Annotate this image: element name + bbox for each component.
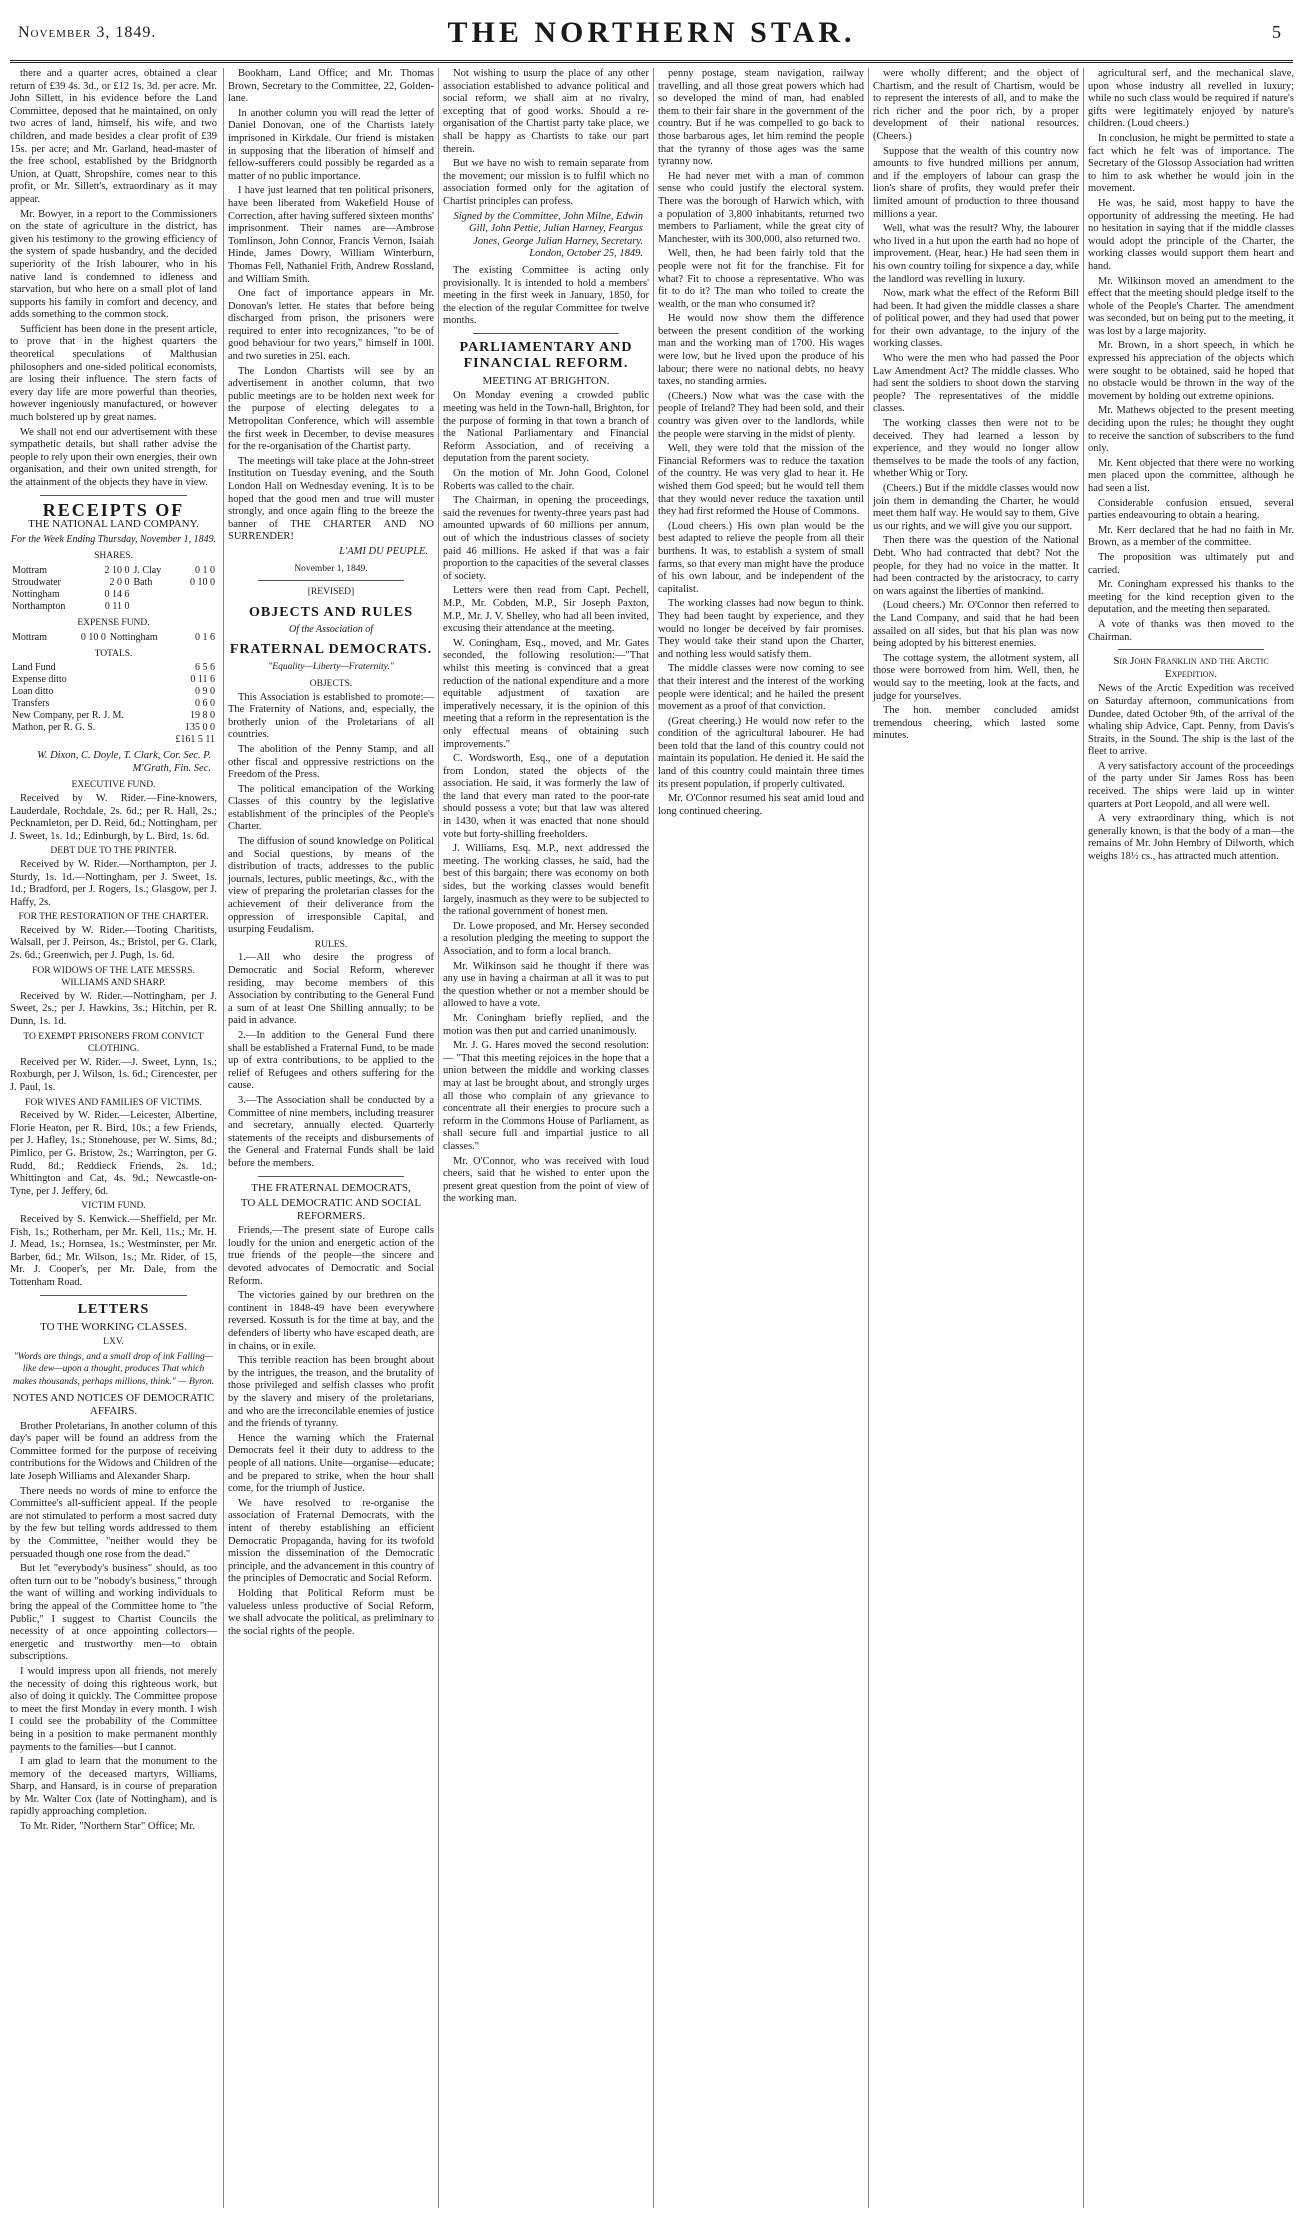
table-row (10, 698, 217, 710)
newspaper-page (10, 10, 1293, 2212)
paragraph: penny postage, steam navigation, railway travelling, and all those great powers which had so developed the mind of man, had enabled them to their fair share in the government of the country. But if he was compelled to go back to those barbarous ages, let him remind the people that the tyranny of those ages was the same tyranny now. (658, 68, 864, 168)
paragraph: were wholly different; and the object of Chartism, and the result of Chartism, would be to represent the interests of all, and to make the rich richer and the poor rich, by a proper development of their national resources. (Cheers.) (873, 68, 1079, 142)
cell: 135 0 0 (185, 722, 215, 734)
divider (40, 1295, 187, 1296)
fund-title: FOR WIVES AND FAMILIES OF VICTIMS. (25, 1097, 202, 1108)
paragraph: He would now show them the difference between the present condition of the working man and the working man of 1700. His wages were low, but he lived upon the produce of his labour; there were no national debts, no heavy taxes, no standing armies. (658, 313, 864, 388)
table-row (10, 589, 217, 601)
paragraph: J. Williams, Esq. M.P., next addressed the meeting. The working classes, he said, had the best of this bargain; there was economy on both sides, but the working classes would benefit largely, inasmuch as they were to be subjected to the rational government of honest men. (443, 843, 649, 918)
cell: 0 11 6 (190, 674, 215, 686)
paragraph: The London Chartists will see by an advertisement in another column, that two public meetings are to be holden next week for the purpose of electing delegates to a Metropolitan Conference, which will assemble the first week in December, to devise measures for the re-organisation of the Chartist party. (228, 365, 434, 453)
column-1 (10, 68, 221, 2208)
expense-table (10, 632, 217, 644)
paragraph: Received by W. Rider.—Northampton, per J. Sturdy, 1s. 1d.—Nottingham, per J. Sweet, 1s. 1d.; Bradford, per J. Rogers, 1s.; Glasgow, per J. Haffy, 2s. (10, 858, 217, 908)
paragraph: 3.—The Association shall be conducted by a Committee of nine members, including treasurer and secretary, annually elected. Quarterly statements of the receipts and disbursements of the General and Fraternal Funds shall be laid before the members. (228, 1094, 434, 1169)
paragraph: The working classes had now begun to think. They had been taught by experience, and they would no longer be deceived by fair promises. They would take their stand upon the Charter, and nothing less would satisfy them. (658, 598, 864, 660)
paragraph: Then there was the question of the National Debt. Who had contracted that debt? Not the people, for they had no voice in the matter. It had been contracted by the aristocracy, to carry on wars against the liberties of mankind. (873, 535, 1079, 597)
paragraph: Received per W. Rider.—J. Sweet, Lynn, 1s.; Roxburgh, per J. Wilson, 1s. 6d.; Cirencester, per J. Paul, 1s. (10, 1056, 217, 1093)
paragraph: Well, they were told that the mission of the Financial Reformers was to reduce the taxation of the country. He was very glad to hear it. He wished them God speed; but he would tell them that they would never reduce the taxation until they had first reformed the House of Commons. (658, 443, 864, 518)
section-title: PARLIAMENTARY AND FINANCIAL REFORM. (459, 339, 633, 371)
fund-title: FOR WIDOWS OF THE LATE MESSRS. WILLIAMS AND SHARP. (32, 965, 195, 989)
paragraph: Mr. J. G. Hares moved the second resolution:— "That this meeting rejoices in the hope that a union between the middle and working classes may at last be brought about, and strongly urges all those who complain of any grievance to concentrate all their energies to procure such a reform in the Commons House of Parliament, as shall secure full and impartial justice to all classes." (443, 1040, 649, 1152)
cell: 0 9 0 (195, 686, 215, 698)
paragraph: Mr. Mathews objected to the present meeting deciding upon the rules; he thought they ought to receive the sanction of subscribers to the fund only. (1088, 405, 1294, 455)
column-3 (438, 68, 653, 2208)
section-title: LETTERS (77, 1301, 150, 1317)
cell: £161 5 11 (175, 734, 215, 746)
cell: 0 6 0 (195, 698, 215, 710)
paragraph: We have resolved to re-organise the association of Fraternal Democrats, with the intent of thereby establishing an efficient Democratic Propaganda, having for its twofold mission the dissemination of the Democratic principle, and the advancement in this country of the principles of Democratic and Social Reform. (228, 1497, 434, 1585)
cell: Transfers (12, 698, 50, 710)
cell: Nottingham (12, 588, 60, 600)
paragraph: To Mr. Rider, "Northern Star" Office; Mr. (20, 1821, 195, 1833)
paragraph: Hence the warning which the Fraternal Democrats feel it their duty to address to the people of all nations. Unite—organise—educate; and be prepared to strike, when the hour shall come, for the triumph of Justice. (228, 1432, 434, 1495)
cell: Mathon, per R. G. S. (12, 722, 96, 734)
letter-number: LXV. (103, 1337, 124, 1348)
section-subtitle: Of the Association of (289, 623, 373, 635)
paragraph: I would impress upon all friends, not merely the necessity of doing this righteous work, but also of doing it quickly. The Committee propose to meet the first Monday in every month. I wish I could see the probability of the Committee being in a position to make permanent monthly payments to the families—but I cannot. (10, 1665, 217, 1753)
association-name: FRATERNAL DEMOCRATS. (229, 642, 433, 658)
divider (1118, 649, 1264, 650)
paragraph: (Loud cheers.) His own plan would be the best adapted to relieve the people from all their burthens. It was, to establish a system of small farms, so that every man might have the produce of his own labour, and be independent of the capitalist. (658, 520, 864, 595)
fund-title: DEBT DUE TO THE PRINTER. (50, 846, 177, 857)
subheading: OBJECTS. (309, 678, 353, 689)
fund-title: EXECUTIVE FUND. (71, 780, 156, 791)
signatories: Signed by the Committee, John Milne, Edwin Gill, John Pettie, Julian Harney, Feargus Jones, George Julian Harney, Secretary. London, October 25, 1849. (453, 210, 643, 260)
paragraph: (Cheers.) Now what was the case with the people of Ireland? They had been sold, and their country was given over to the landlords, while the people were starving in the midst of plenty. (658, 390, 864, 440)
cell: Mottram (12, 631, 47, 643)
table-row (10, 734, 217, 746)
paragraph: Letters were then read from Capt. Pechell, M.P., Mr. Cobden, M.P., Sir Joseph Paxton, M.P., Mr. J. V. Shelley, who had all been invited, excusing their attendance at the meeting. (443, 585, 649, 635)
paragraph: Sufficient has been done in the present article, to prove that in the highest quarters the theoretical speculations of Malthusian philosophers and one-sided political economists, are losing their influence. The stern facts of every day life are more powerful than theories, however ingeniously manufactured, or however much bolstered up by great names. (10, 323, 217, 424)
paragraph: The proposition was ultimately put and carried. (1088, 551, 1294, 576)
paragraph: The diffusion of sound knowledge on Political and Social questions, by means of the distribution of tracts, addresses to the public journals, lectures, public meetings, &c., with the view of preparing the proletarian classes for the achievement of their deliverance from the oppression of irresponsible Capital, and usurping Feudalism. (228, 836, 434, 936)
paragraph: A very extraordinary thing, which is not generally known, is that the body of a man—the remains of Mr. John Hembry of Dilworth, which weighs 18½ cs., has attracted much attention. (1088, 813, 1294, 863)
column-4 (653, 68, 868, 2208)
table-title: EXPENSE FUND. (77, 617, 150, 628)
section-subtitle: TO ALL DEMOCRATIC AND SOCIAL REFORMERS. (240, 1197, 422, 1222)
cell: Stroudwater (12, 576, 61, 588)
paragraph: 2.—In addition to the General Fund there shall be established a Fraternal Fund, to be made up of extra contributions, to be applied to the relief of Refugees and others suffering for the cause. (228, 1029, 434, 1092)
table-row (10, 601, 217, 613)
cell (10, 734, 160, 746)
paragraph: Mr. Bowyer, in a report to the Commissioners on the state of agriculture in the district, has given his testimony to the growing efficiency of the system of spade husbandry, and the decided superiority of the Irish labourer, who in his native land is condemned to idleness and starvation, but who here on a small plot of land supports his family in comfort and decency, and adds something to the common stock. (10, 208, 217, 321)
paragraph: The victories gained by our brethren on the continent in 1848-49 have been everywhere reversed. Kossuth is for the time at bay, and the defenders of liberty who have escaped death, are in chains, or in exile. (228, 1290, 434, 1352)
paragraph: The abolition of the Penny Stamp, and all other fiscal and oppressive restrictions on the Freedom of the Press. (228, 743, 434, 781)
totals-table (10, 662, 217, 746)
table-row (10, 722, 217, 734)
cell: New Company, per R. J. M. (12, 710, 124, 722)
cell: Nottingham (109, 631, 158, 643)
divider (258, 580, 404, 581)
cell: Loan ditto (12, 686, 54, 698)
paragraph: But we have no wish to remain separate from the movement; our mission is to fulfil which no association formed only for the agitation of Chartist principles can profess. (443, 158, 649, 207)
paragraph: He had never met with a man of common sense who could justify the electoral system. There was the borough of Harwich which, with a population of 3,800 inhabitants, returned two members to Parliament, while the great city of Manchester, with its 300,000, also returned two. (658, 170, 864, 245)
paragraph: Mr. Kerr declared that he had no faith in Mr. Brown, as a member of the committee. (1088, 524, 1294, 549)
cell: J. Clay (133, 564, 162, 576)
cell: 0 10 0 (190, 576, 215, 588)
paragraph: Well, what was the result? Why, the labourer who lived in a hut upon the earth had no hope of improvement. (Hear, hear.) He had seen them in his own country toiling for sixpence a day, while the landlord was revelling in luxury. (873, 223, 1079, 285)
paragraph: A vote of thanks was then moved to the Chairman. (1088, 618, 1294, 643)
paragraph: The Chairman, in opening the proceedings, said the revenues for twenty-three years past had amounted upwards of 60 millions per annum, out of which the industrious classes of society paid 46 millions. He asked if that was a fair proportion to the capacities of the several classes of society. (443, 495, 649, 582)
fund-title: FOR THE RESTORATION OF THE CHARTER. (18, 912, 209, 923)
section-title: NOTES AND NOTICES OF DEMOCRATIC AFFAIRS. (12, 1392, 215, 1418)
signature: L'AMI DU PEUPLE. (339, 545, 428, 557)
paragraph: In conclusion, he might be permitted to state a fact which he felt was of importance. The Secretary of the Glossop Association had written to him to ask whether he would join in the movement. (1088, 132, 1294, 195)
paragraph: (Cheers.) But if the middle classes would now join them in demanding the Charter, he would meet them half way. He would say to them, Give us our rights, and we will give you our support. (873, 483, 1079, 532)
paragraph: Mr. Brown, in a short speech, in which he expressed his appreciation of the objects which were sought to be obtained, said he hoped that no obstacle would be thrown in the way of the movement by holding out extreme opinions. (1088, 340, 1294, 402)
paragraph: (Great cheering.) He would now refer to the condition of the agricultural labourer. He had been told that the land of this country could not maintain its population. He denied it. He said the land of this country could maintain three times its present population, if properly cultivated. (658, 715, 864, 790)
paragraph: On Monday evening a crowded public meeting was held in the Town-hall, Brighton, for the purpose of forming in that town a branch of the National Parliamentary and Financial Reform Association, and of receiving a deputation from the parent society. (443, 390, 649, 465)
paragraph: News of the Arctic Expedition was received on Saturday afternoon, communications from Dundee, dated October 9th, of the arrival of the whaling ship Advice, Capt. Penny, from Davis's Straits, in the Sound. The ship is the last of the fleet to arrive. (1088, 683, 1294, 758)
shares-table (10, 565, 217, 613)
paragraph: Brother Proletarians, In another column of this day's paper will be found an address from the Committee formed for the purpose of receiving contributions for the Widows and Children of the late Joseph Williams and Alexander Sharp. (10, 1420, 217, 1483)
paragraph: But let "everybody's business" should, as too often turn out to be "nobody's business," through the want of willing and working individuals to bring the appeal of the Committee home to "the Public," I suggest to Chartist Councils the necessity of at once appointing collectors—energetic and trustworthy men—to obtain subscriptions. (10, 1563, 217, 1663)
paragraph: We shall not end our advertisement with these sympathetic details, but shall rather advise the people to rely upon their own energies, their own organisation, and their own united strength, for the attainment of the objects they have in view. (10, 426, 217, 488)
column-5 (868, 68, 1083, 2208)
paragraph: agricultural serf, and the mechanical slave, upon whose industry all revelled in luxury; while no such class would be required if nature's gifts were legitimately enjoyed by nature's children. (Loud cheers.) (1088, 68, 1294, 130)
paragraph: Mr. Kent objected that there were no working men placed upon the committee, although he had seen a list. (1088, 457, 1294, 494)
paragraph: Received by W. Rider.—Leicester, Albertine, Florie Heaton, per R. Bird, 10s.; a few Friends, per J. Hafley, 1s.; Stonehouse, per W. Sims, 8d.; Pimlico, per G. Bristow, 2s.; Warrington, per G. Rudd, 8d.; Reddieck Friends, 2s. 1d.; Whittington and Cat, 4s. 9d.; Newcastle-on-Tyne, per J. Jeffery, 6d. (10, 1110, 217, 1197)
columns (10, 68, 1293, 2208)
paragraph: Mr. O'Connor, who was received with loud cheers, said that he wished to enter upon the present great question from the point of view of the working man. (443, 1155, 649, 1205)
epigraph: "Words are things, and a small drop of ink Falling—like dew—upon a thought, produces That which makes thousands, perhaps millions, think." — Byron. (12, 1351, 215, 1387)
paragraph: The middle classes were now coming to see that their interest and the interest of the working people were identical; and he hailed the present movement as a proof of that conviction. (658, 663, 864, 713)
column-2 (223, 68, 438, 2208)
paragraph: Received by W. Rider.—Fine-knowers, Lauderdale, Rochdale, 2s. 6d.; per R. Hall, 2s.; Pecknamleton, per D. Reid, 6d.; Nottingham, per J. Sweet, 1s. 1d.; Edinburgh, by L. Bird, 1s. 6d. (10, 792, 217, 842)
paragraph: W. Coningham, Esq., moved, and Mr. Gates seconded, the following resolution:—"That whilst this meeting is convinced that a great reduction of the national expenditure and a more equitable adjustment of taxation are imperatively necessary, it is the opinion of this meeting that a reform in the representation is the only effectual means of obtaining such improvements." (443, 637, 649, 750)
cell: 19 8 0 (190, 710, 215, 722)
paragraph: This terrible reaction has been brought about by the intrigues, the treason, and the brutality of those privileged and selfish classes who profit by the slavery and misery of the proletarians, and who are the irreconcilable enemies of justice and the friends of tyranny. (228, 1355, 434, 1430)
paragraph: Received by S. Kenwick.—Sheffield, per Mr. Fish, 1s.; Rotherham, per Mr. Kell, 11s.; Mr. H. J. Mead, 1s.; Hornsea, 1s.; Westminster, per Mr. Barber, 6d.; Mr. Wilson, 1s.; Mr. Rider, of 15, Mr. J. Cooper's, per Mr. Dale, from the Tottenham Road. (10, 1213, 217, 1288)
paragraph: This Association is established to promote:— The Fraternity of Nations, and, especially, the brotherly union of the Proletarians of all countries. (228, 691, 434, 741)
motto: "Equality—Liberty—Fraternity." (268, 662, 394, 673)
cell: 2 0 0 (109, 576, 130, 588)
table-title: TOTALS. (94, 648, 133, 659)
cell: Land Fund (12, 662, 56, 674)
paragraph: A very satisfactory account of the proceedings of the party under Sir James Ross has been received. The ships were laid up in winter quarters at Port Leopold, and all were well. (1088, 760, 1294, 810)
cell: Expense ditto (12, 674, 67, 686)
paragraph: I am glad to learn that the monument to the memory of the deceased martyrs, Williams, Sharp, and Hansard, is in course of preparation by Mr. Walter Cox (late of Nottingham), and is rapidly approaching completion. (10, 1756, 217, 1818)
paragraph: The working classes then were not to be deceived. They had learned a lesson by experience, and they would no longer allow themselves to be made the tools of any faction, whether Whig or Tory. (873, 418, 1079, 480)
paragraph: Friends,—The present state of Europe calls loudly for the union and energetic action of the true friends of the people—the sincere and devoted advocates of Democratic and Social Reform. (228, 1225, 434, 1287)
table-row (10, 662, 217, 674)
section-note: For the Week Ending Thursday, November 1, 1849. (10, 533, 217, 545)
dateline: November 1, 1849. (294, 563, 368, 574)
issue-date: November 3, 1849. (18, 24, 157, 41)
paragraph: Received by W. Rider.—Nottingham, per J. Sweet, 2s.; per J. Hawkins, 3s.; Hitchin, per R. Dunn, 1s. 1d. (10, 990, 217, 1028)
paragraph: One fact of importance appears in Mr. Donovan's letter. He states that before being discharged from prison, the prisoners were required to enter into recognizances, "to be of good behaviour for two years," himself in 100l. and two sureties in 25l. each. (228, 288, 434, 363)
fund-title: TO EXEMPT PRISONERS FROM CONVICT CLOTHING. (23, 1031, 204, 1055)
paragraph: He was, he said, most happy to have the opportunity of addressing the meeting. He had no hesitation in saying that if the middle classes would adopt the principle of the Charter, the working classes would support them heart and hand. (1088, 197, 1294, 272)
paragraph: Now, mark what the effect of the Reform Bill had been. It had given the middle classes a share of political power, and they had used that power for their own advantage, to the injury of the working classes. (873, 288, 1079, 350)
cell: Northampton (12, 600, 66, 612)
signatories: W. Dixon, C. Doyle, T. Clark, Cor. Sec. P. M'Grath, Fin. Sec. (37, 750, 211, 774)
paragraph: In another column you will read the letter of Daniel Donovan, one of the Chartists lately imprisoned in Kirkdale. Our friend is mistaken in supposing that the liberation of himself and fellow-sufferers could possibly be regarded as a matter of no public importance. (228, 107, 434, 182)
section-subtitle: TO THE WORKING CLASSES. (40, 1320, 187, 1333)
cell: 0 1 6 (195, 631, 215, 643)
cell: 0 1 0 (195, 564, 215, 576)
paragraph: Holding that Political Reform must be valueless unless productive of Social Reform, we shall advocate the political, as preliminary to the social rights of the people. (228, 1587, 434, 1637)
paragraph: Mr. O'Connor resumed his seat amid loud and long continued cheering. (658, 793, 864, 817)
paragraph: Dr. Lowe proposed, and Mr. Hersey seconded a resolution pledging the meeting to support the Association, and to form a local branch. (443, 920, 649, 957)
paragraph: The political emancipation of the Working Classes of this country by the legislative establishment of the principles of the People's Charter. (228, 783, 434, 833)
cell: Bath (133, 576, 153, 588)
cell: 2 10 0 (104, 564, 130, 576)
paragraph: Suppose that the wealth of this country now amounts to five hundred millions per annum, and if the employers of labour can grasp the lion's share of profits, they would prefer their limited amount of production to three thousand millions a year. (873, 145, 1079, 220)
column-6 (1083, 68, 1294, 2208)
paragraph: Mr. Wilkinson said he thought if there was any use in having a chairman at all it was to put the question whether or not a member should be allowed to have a vote. (443, 960, 649, 1010)
subheading: RULES. (314, 939, 348, 950)
paragraph: Not wishing to usurp the place of any other association established to advance political and social reform, we shall aim at no rivalry, excepting that of good works. Should a re-organisation of the Chartist party take place, we shall be happy as Chartists to take our part therein. (443, 68, 649, 155)
paragraph: Considerable confusion ensued, several parties endeavouring to obtain a hearing. (1088, 497, 1294, 522)
cell: 6 5 6 (195, 662, 215, 674)
paragraph: Mr. Coningham expressed his thanks to the meeting for the kind reception given to the deputation, and the meeting then separated. (1088, 579, 1294, 616)
fund-title: VICTIM FUND. (81, 1201, 146, 1212)
paragraph: Received by W. Rider.—Tooting Charitists, Walsall, per J. Peirson, 4s.; Bristol, per G. Clark, 2s. 6d.; Greenwich, per J. Pugh, 1s. 6d. (10, 924, 217, 962)
section-subtitle: MEETING AT BRIGHTON. (482, 374, 610, 387)
paragraph: I have just learned that ten political prisoners, have been liberated from Wakefield House of Correction, after having suffered sixteen months' imprisonment. Their names are—Ambrose Tomlinson, John Connor, Francis Vernon, Isaiah Hinde, James Dowry, William Winterburn, Thomas Fell, Nathaniel Frith, Andrew Rossland, and William Smith. (228, 185, 434, 285)
divider (258, 1176, 404, 1177)
paragraph: there and a quarter acres, obtained a clear return of £39 4s. 3d., or £12 1s. 3d. per acre. Mr. John Sillett, in his evidence before the Land Committee, deposed that he maintained, on only two acres of land, himself, his wife, and two children, and made besides a clear profit of £39 15s. per acre; and Mr. Garland, head-master of the free school, established by the Bridgnorth Union, at Quatt, Shropshire, comes near to this profit, or Mr. Sillett's, extraordinary as it may appear. (10, 68, 217, 205)
paragraph: The cottage system, the allotment system, all those were borrowed from him. Well, then, he would say to the meeting, look at the facts, and judge for yourselves. (873, 652, 1079, 702)
paragraph: 1.—All who desire the progress of Democratic and Social Reform, wherever residing, may become members of this Association by contributing to the General Fund a sum of at least One Shilling annually; to be paid in advance. (228, 952, 434, 1027)
table-row (10, 686, 217, 698)
paragraph: Who were the men who had passed the Poor Law Amendment Act? The middle classes. Who had sent the soldiers to shoot down the starving people? The representatives of the middle classes. (873, 353, 1079, 415)
page-number: 5 (1272, 22, 1281, 42)
masthead (10, 10, 1293, 63)
paragraph: Mr. Coningham briefly replied, and the motion was then put and carried unanimously. (443, 1012, 649, 1037)
section-title: THE FRATERNAL DEMOCRATS, (251, 1181, 411, 1194)
revised-note: [REVISED] (307, 587, 355, 598)
table-row (10, 710, 217, 722)
table-row (10, 565, 217, 577)
cell: 0 10 0 (80, 631, 106, 643)
table-row (10, 632, 217, 644)
table-row (10, 674, 217, 686)
section-title: Sir John Franklin and the Arctic Expedition. (1113, 655, 1269, 680)
paragraph: Mr. Wilkinson moved an amendment to the effect that the meeting should pledge itself to the whole of the People's Charter. The amendment was seconded, but on being put to the meeting, it was lost by a large majority. (1088, 275, 1294, 337)
cell: 0 14 6 (104, 588, 130, 600)
paragraph: Well, then, he had been fairly told that the people were not fit for the franchise. Fit for what? Fit to choose a representative. Who was fit to do it? The man who toiled to create the wealth, or the man who consumed it? (658, 248, 864, 310)
section-subtitle: THE NATIONAL LAND COMPANY. (28, 518, 199, 531)
paragraph: C. Wordsworth, Esq., one of a deputation from London, stated the objects of the association. He said, it was formerly the law of the land that every man rated to the poor-rate should possess a vote; but that law was altered in 1430, when it was enacted that none should vote but forty-shilling freeholders. (443, 753, 649, 840)
paragraph: (Loud cheers.) Mr. O'Connor then referred to the Land Company, and said that he had been assailed on all sides, but that his plan was now being adopted by his bitterest enemies. (873, 600, 1079, 650)
cell: 0 11 0 (104, 600, 130, 612)
section-title: OBJECTS AND RULES (248, 604, 414, 620)
table-row (10, 577, 217, 589)
paragraph: The hon. member concluded amidst tremendous cheering, which lasted some minutes. (873, 705, 1079, 742)
table-title: SHARES. (94, 551, 133, 562)
paragraph: The existing Committee is acting only provisionally. It is intended to hold a members' meeting in the first week in January, 1850, for the election of the regular Committee for twelve months. (443, 264, 649, 327)
paragraph: Bookham, Land Office; and Mr. Thomas Brown, Secretary to the Committee, 22, Golden-lane. (228, 68, 434, 105)
section-title: RECEIPTS OF (42, 499, 185, 520)
paragraph: There needs no words of mine to enforce the Committee's all-sufficient appeal. If the people are not stimulated to perform a most sacred duty by the few but telling words addressed to them by the Committee, "neither would they be persuaded though one rose from the dead." (10, 1485, 217, 1560)
newspaper-title: THE NORTHERN STAR. (447, 16, 856, 49)
divider (40, 495, 187, 496)
divider (473, 333, 619, 334)
paragraph: On the motion of Mr. John Good, Colonel Roberts was called to the chair. (443, 468, 649, 492)
cell: Mottram (12, 564, 47, 576)
paragraph: The meetings will take place at the John-street Institution on Tuesday evening, and the South London Hall on Wednesday evening. It is to be hoped that the good men and true will muster strongly, and once again fling to the breeze the banner of THE CHARTER AND NO SURRENDER! (228, 455, 434, 543)
